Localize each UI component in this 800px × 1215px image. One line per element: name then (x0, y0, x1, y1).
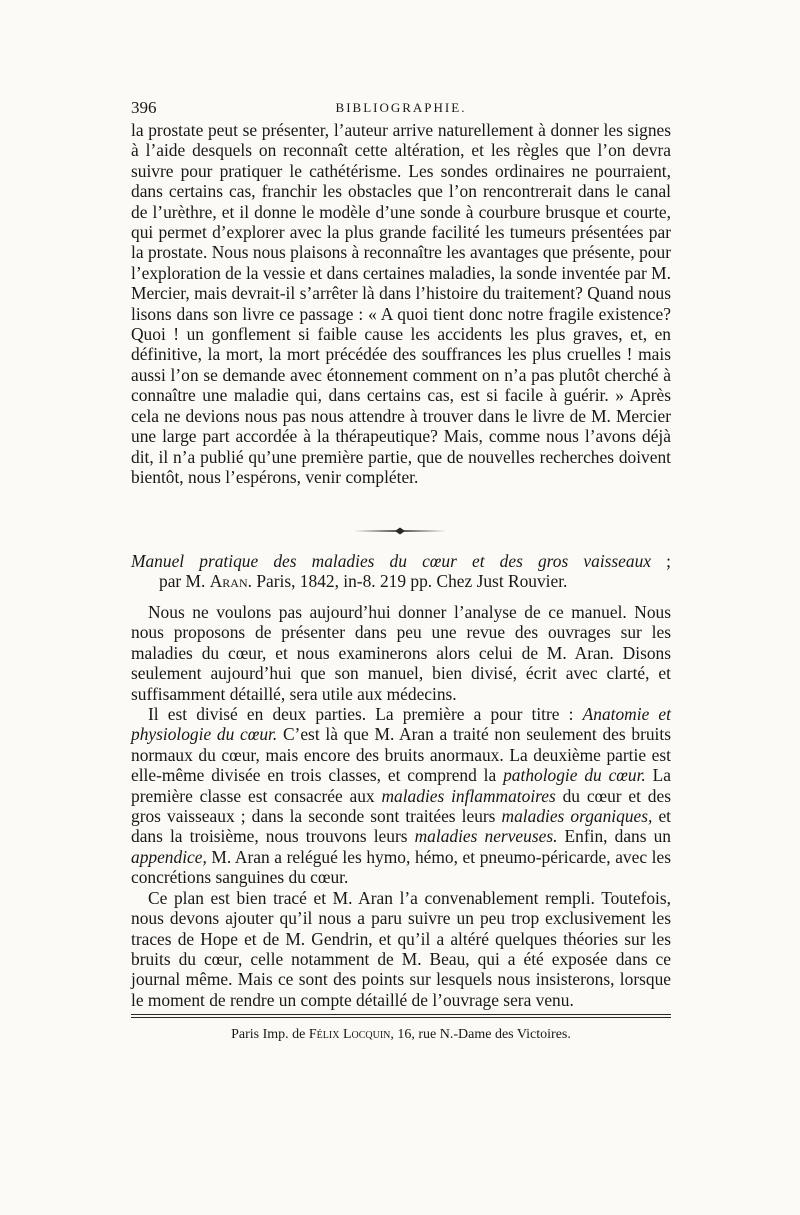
review-paragraph-3: Ce plan est bien tracé et M. Aran l’a convenablement rempli. Toutefois, nous devons ajouter qu’il nous a paru suivre un peu trop exclusivement les traces de Hope et de M. Gendrin, et qu’il a altéré quelques théories sur les bruits du cœur, celle notamment de M. Beau, qui a été exposée dans ce journal même. Mais ce sont des points sur lesquels nous insisterons, lorsque le moment de rendre un compte détaillé de l’ouvrage sera venu. (131, 887, 671, 1010)
p2-italic-organiques: maladies organiques, (501, 806, 653, 827)
review-paragraph-1: Nous ne voulons pas aujourd’hui donner l’analyse de ce manuel. Nous nous proposons de présenter dans peu une revue des ouvrages sur les maladies du cœur, et nous examinerons alors celui de M. Aran. Disons seulement aujourd’hui que son manuel, bien divisé, écrit avec clarté, et suffisamment détaillé, sera utile aux médecins. (131, 602, 671, 704)
footer-rule-top (131, 1014, 671, 1015)
entry-by: par M. (159, 571, 210, 592)
review-text (131, 602, 671, 1010)
p2-text-b: C’est là que M. Aran a traité non seulement des bruits normaux du cœur, mais encore des bruits anormaux. La deuxième partie est elle-même divisée en trois classes, et comprend la (131, 724, 671, 786)
entry-author: Aran (209, 571, 248, 592)
prostate-paragraph: la prostate peut se présenter, l’auteur arrive naturellement à donner les signes à l’aide desquels on reconnaît cette altération, et les règles que l’on devra suivre pour pratiquer le cathétérisme. Les sondes ordinaires ne pourraient, dans certains cas, franchir les obstacles que l’on rencontrerait dans le canal de l’urèthre, et il donne le modèle d’une sonde à courbure brusque et courte, qui permet d’explorer avec la plus grande facilité les tumeurs présentées par la prostate. Nous nous plaisons à reconnaître les avantages que présente, pour l’exploration de la vessie et dans certaines maladies, la sonde inventée par M. Mercier, mais devrait-il s’arrêter là dans l’histoire du traitement? Quand nous lisons dans son livre ce passage : « A quoi tient donc notre fragile existence? Quoi ! un gonflement si faible cause les accidents les plus graves, et, en définitive, la mort, la mort précédée des souffrances les plus cruelles ! mais aussi l’on se demande avec étonnement comment on n’a pas plutôt cherché à connaître une maladie qui, dans certains cas, est si facile à guérir. » Après cela ne devions nous pas nous attendre à trouver dans le livre de M. Mercier une large part accordée à la thérapeutique? Mais, comme nous l’avons déjà dit, il n’a publié qu’une première partie, que de nouvelles recherches doivent bientôt, nous l’espérons, venir compléter. (131, 120, 671, 487)
imprint-printer-name: Félix Locquin (308, 1027, 391, 1042)
imprint-text-a: Paris Imp. de (231, 1027, 309, 1042)
section-ornament (352, 526, 448, 536)
review-paragraph-2 (131, 704, 671, 888)
bibliographic-entry (131, 551, 671, 592)
entry-title: Manuel pratique des maladies du cœur et des gros vaisseaux (131, 551, 652, 571)
entry-title-line (131, 551, 671, 571)
footer-rule-bottom (131, 1017, 671, 1018)
printer-imprint (131, 1027, 671, 1043)
p2-text-e: et dans la troisième, nous trouvons leurs (131, 806, 672, 847)
p2-italic-appendice: appendice, (131, 846, 207, 867)
p2-italic-inflammatoires: maladies inflammatoires (381, 785, 556, 806)
running-head (131, 98, 671, 118)
p2-text-d: du cœur et des gros vaisseaux ; dans la seconde sont traitées leurs (131, 785, 671, 827)
p2-text-g: M. Aran a relégué les hymo, hémo, et pneumo-péricarde, avec les concrétions sanguines du cœur. (131, 846, 671, 888)
entry-title-sep: ; (651, 551, 671, 571)
p2-italic-anatomie: Anatomie et physiologie du cœur. (131, 704, 671, 745)
entry-details: . Paris, 1842, in-8. 219 pp. Chez Just Rouvier. (247, 571, 568, 592)
page-number: 396 (131, 98, 157, 117)
p2-text-f: Enfin, dans un (557, 826, 671, 847)
p2-italic-pathologie: pathologie du cœur. (503, 765, 646, 786)
imprint-text-b: , 16, rue N.-Dame des Victoires. (390, 1027, 571, 1042)
running-title: BIBLIOGRAPHIE. (335, 100, 467, 115)
entry-details-line (131, 571, 671, 591)
p2-text-a: Il est divisé en deux parties. La première a pour titre : (148, 704, 583, 725)
p2-text-c: La première classe est consacrée aux (131, 765, 671, 806)
p2-italic-nerveuses: maladies nerveuses. (414, 826, 558, 847)
